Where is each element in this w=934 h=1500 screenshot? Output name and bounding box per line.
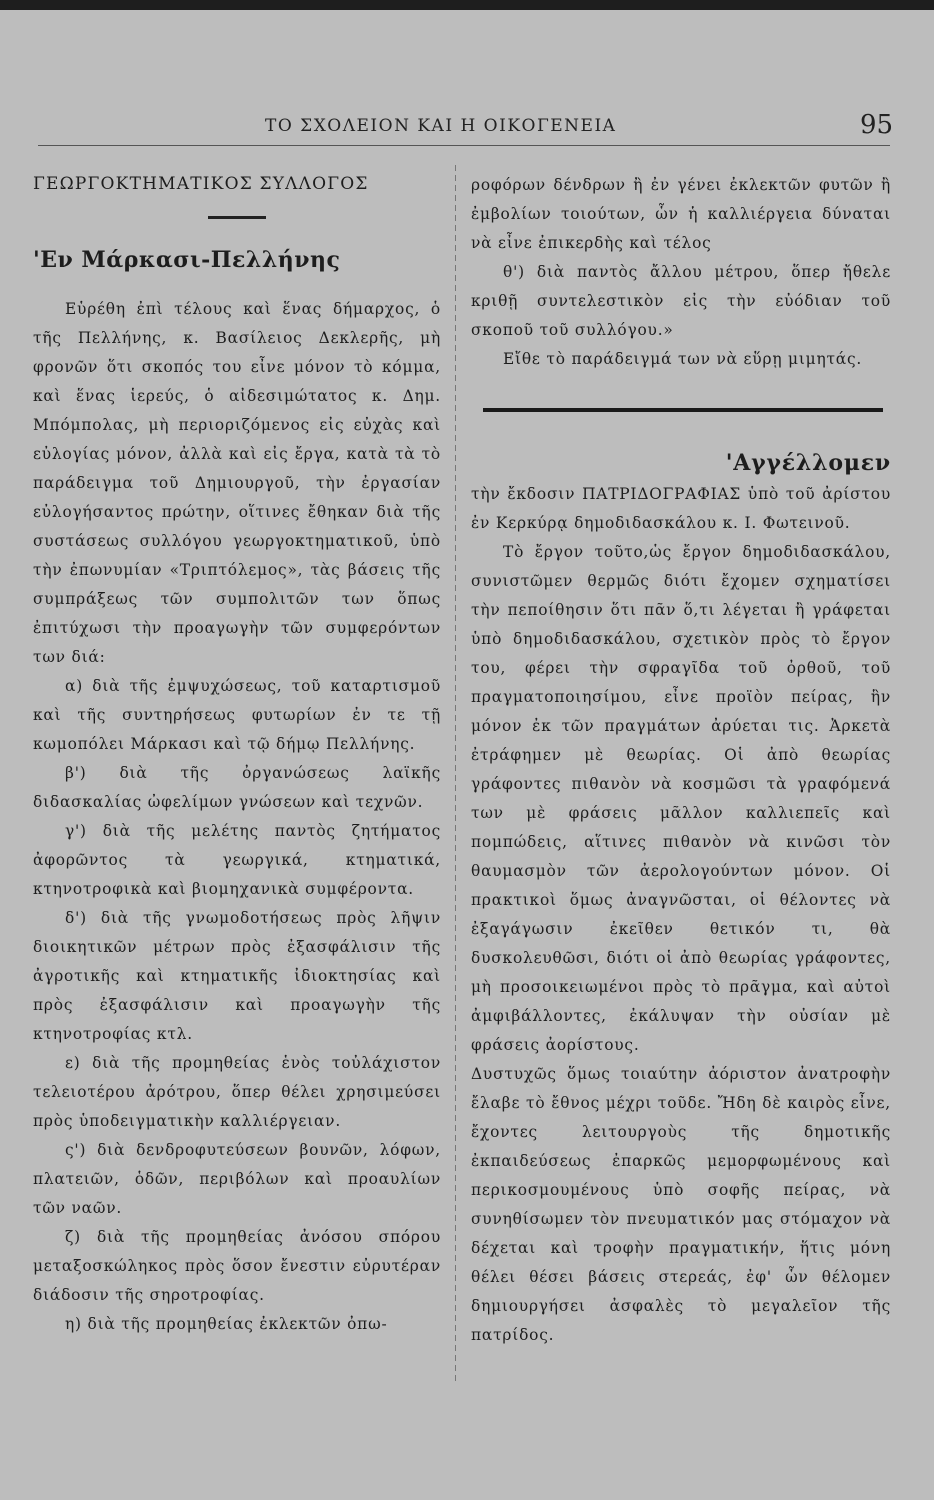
short-rule — [208, 216, 266, 219]
paragraph: Εὑρέθη ἐπὶ τέλους καὶ ἕνας δήμαρχος, ὁ τῆς Πελλήνης, κ. Βασίλειος Δεκλερῆς, μὴ φρονῶν ὅτι σκοπός του εἶνε μόνον τὸ κόμμα, καὶ ἕνας ἱερεύς, ὁ αἰδεσιμώτατος κ. Δημ. Μπόμπολας, μὴ περιοριζόμενος εἰς εὐχὰς καὶ εὐλογίας μόνον, ἀλλὰ καὶ εἰς ἔργα, κατὰ τὰ τὸ παράδειγμα τοῦ Δημιουργοῦ, τὴν ἐργασίαν εὐλογήσαντος πρώτην, οἵτινες ἔθηκαν διὰ τῆς συστάσεως συλλόγου γεωργοκτηματικοῦ, ὑπὸ τὴν ἐπωνυμίαν «Τριπτόλεμος», τὰς βάσεις τῆς συμπράξεως τῶν συμπολιτῶν των ὅπως ἐπιτύχωσι τὴν προαγωγὴν τῶν συμφερόντων των διά: — [33, 300, 441, 666]
left-column — [33, 168, 441, 1339]
article-subheading: 'Εν Μάρκασι-Πελλήνης — [33, 247, 341, 273]
right-column — [471, 171, 891, 1350]
announcement-heading: 'Αγγέλλομεν — [725, 450, 891, 476]
paragraph: θ') διὰ παντὸς ἄλλου μέτρου, ὅπερ ἤθελε κριθῇ συντελεστικὸν εἰς τὴν εὐόδιαν τοῦ σκοποῦ τοῦ συλλόγου.» — [471, 263, 891, 339]
paragraph: Δυστυχῶς ὅμως τοιαύτην ἀόριστον ἀνατροφὴν ἔλαβε τὸ ἔθνος μέχρι τοῦδε. Ἤδη δὲ καιρὸς εἶνε, ἔχοντες λειτουργοὺς τῆς δημοτικῆς ἐκπαιδεύσεως ἐπαρκῶς μεμορφωμένους καὶ περικοσμουμένους ὑπὸ σοφῆς πείρας, νὰ συνηθίσωμεν τὸν πνευματικόν μας στόμαχον νὰ δέχεται καὶ τροφὴν πραγματικήν, ἥτις μόνη θέλει θέσει βάσεις στερεάς, ἐφ' ὧν θέλομεν δημιουργήσει ἀσφαλὲς τὸ μεγαλεῖον τῆς πατρίδος. — [471, 1065, 891, 1344]
paragraph: ροφόρων δένδρων ἢ ἐν γένει ἐκλεκτῶν φυτῶν ἢ ἐμβολίων τοιούτων, ὧν ἡ καλλιέργεια δύναται νὰ εἶνε ἐπικερδὴς καὶ τέλος — [471, 176, 891, 252]
paragraph: β') διὰ τῆς ὀργανώσεως λαϊκῆς διδασκαλίας ὠφελίμων γνώσεων καὶ τεχνῶν. — [33, 764, 441, 811]
running-title: ΤΟ ΣΧΟΛΕΙΟΝ ΚΑΙ Η ΟΙΚΟΓΕΝΕΙΑ — [265, 116, 617, 136]
page-number: 95 — [860, 110, 894, 140]
scan-top-edge — [0, 0, 934, 10]
paragraph: ς') διὰ δενδροφυτεύσεων βουνῶν, λόφων, πλατειῶν, ὁδῶν, περιβόλων καὶ προαυλίων τῶν ναῶν. — [33, 1141, 441, 1217]
paragraph: Τὸ ἔργον τοῦτο,ὡς ἔργον δημοδιδασκάλου, συνιστῶμεν θερμῶς διότι ἔχομεν σχηματίσει τὴν πεποίθησιν ὅτι πᾶν ὅ,τι λέγεται ἢ γράφεται ὑπὸ δημοδιδασκάλου, σχετικὸν πρὸς τὸ ἔργον του, φέρει τὴν σφραγῖδα τοῦ ὀρθοῦ, τοῦ πραγματοποιησίμου, εἶνε προϊὸν πείρας, ἣν μόνον ἐκ τῶν πραγμάτων ἀρύεται τις. Ἀρκετὰ ἐτράφημεν μὲ θεωρίας. Οἱ ἀπὸ θεωρίας γράφοντες πιθανὸν νὰ κοσμῶσι τὰ γραφόμενά των μὲ φράσεις μᾶλλον καλλιεπεῖς καὶ πομπώδεις, αἵτινες πιθανὸν νὰ κινῶσι τὸν θαυμασμὸν τῶν ἀερολογούντων μόνον. Οἱ πρακτικοὶ ὅμως ἀναγνῶσται, οἱ θέλοντες νὰ ἐξαγάγωσιν ἐκεῖθεν θετικόν τι, θὰ δυσκολευθῶσι, διότι οἱ ἀπὸ θεωρίας γράφοντες, μὴ προσοικειωμένοι πρὸς τὸ πρᾶγμα, καὶ αὐτοὶ ἀμφιβάλλοντες, ἐκάλυψαν τὴν οὐσίαν μὲ φράσεις ἀορίστους. — [471, 543, 891, 1054]
paragraph: δ') διὰ τῆς γνωμοδοτήσεως πρὸς λῆψιν διοικητικῶν μέτρων πρὸς ἐξασφάλισιν τῆς ἀγροτικῆς καὶ κτηματικῆς ἰδιοκτησίας καὶ πρὸς ἐξασφάλισιν καὶ προαγωγὴν τῆς κτηνοτροφίας κτλ. — [33, 909, 441, 1043]
paragraph: α) διὰ τῆς ἐμψυχώσεως, τοῦ καταρτισμοῦ καὶ τῆς συντηρήσεως φυτωρίων ἐν τε τῇ κωμοπόλει Μάρκασι καὶ τῷ δήμῳ Πελλήνης. — [33, 677, 441, 753]
column-divider — [455, 165, 456, 1385]
paragraph: τὴν ἔκδοσιν ΠΑΤΡΙΔΟΓΡΑΦΙΑΣ ὑπὸ τοῦ ἀρίστου ἐν Κερκύρᾳ δημοδιδασκάλου κ. Ι. Φωτεινοῦ. — [471, 485, 891, 532]
page-header — [0, 108, 934, 142]
paragraph: γ') διὰ τῆς μελέτης παντὸς ζητήματος ἀφορῶντος τὰ γεωργικά, κτηματικά, κτηνοτροφικὰ καὶ βιομηχανικὰ συμφέροντα. — [33, 822, 441, 898]
paragraph: Εἴθε τὸ παράδειγμά των νὰ εὕρῃ μιμητάς. — [503, 350, 863, 368]
section-separator-rule — [483, 408, 883, 412]
header-rule — [38, 145, 890, 146]
paragraph: ε) διὰ τῆς προμηθείας ἑνὸς τοὐλάχιστον τελειοτέρου ἀρότρου, ὅπερ θέλει χρησιμεύσει πρὸς ὑποδειγματικὴν καλλιέργειαν. — [33, 1054, 441, 1130]
section-heading: ΓΕΩΡΓΟΚΤΗΜΑΤΙΚΟΣ ΣΥΛΛΟΓΟΣ — [33, 174, 369, 194]
paragraph: ζ) διὰ τῆς προμηθείας ἀνόσου σπόρου μεταξοσκώληκος πρὸς ὅσον ἔνεστιν εὐρυτέραν διάδοσιν τῆς σηροτροφίας. — [33, 1228, 441, 1304]
paragraph: η) διὰ τῆς προμηθείας ἐκλεκτῶν ὀπω- — [65, 1315, 388, 1333]
